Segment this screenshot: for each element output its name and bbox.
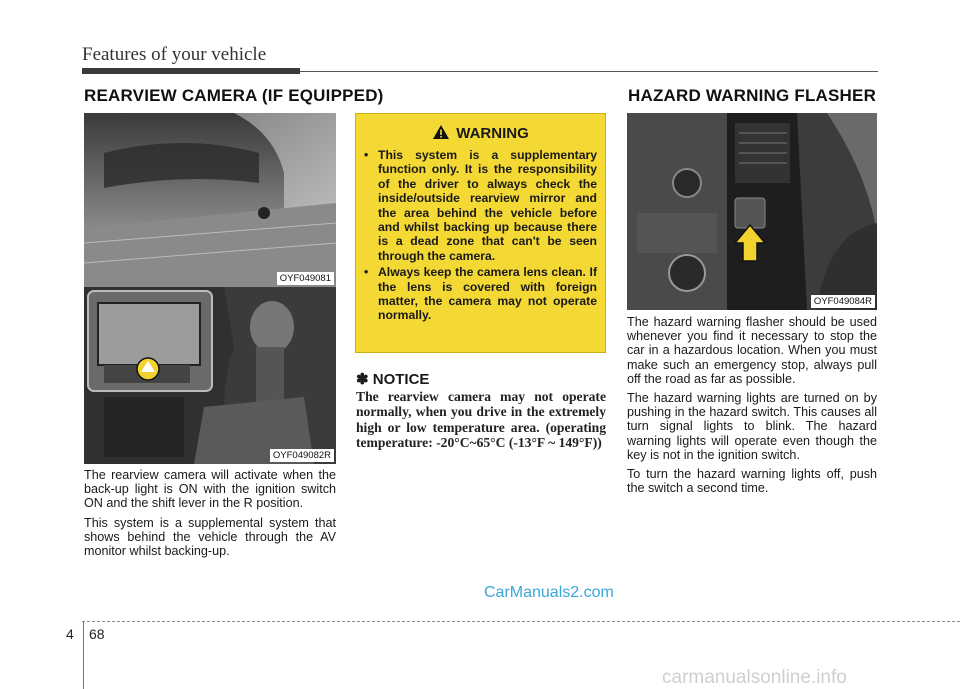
monitor-shifter-illustration <box>84 287 336 464</box>
warning-title: WARNING <box>456 125 529 142</box>
header-rule <box>300 71 878 72</box>
paragraph: To turn the hazard warning lights off, push the switch a second time. <box>627 467 877 496</box>
hazard-flasher-description <box>627 315 877 500</box>
warning-heading <box>356 124 605 144</box>
warning-list <box>364 148 597 325</box>
image-code-label: OYF049084R <box>811 295 875 308</box>
notice-heading: ✽ NOTICE <box>356 371 430 388</box>
header-bar <box>82 68 300 74</box>
bullet: • <box>364 148 369 162</box>
warning-box <box>355 113 606 353</box>
warning-item-text: This system is a supplementary function only. It is the responsibility of the driver to always check the inside/outside rearview mirror and the area behind the vehicle before and whilst backing up because there is a dead zone that can't be seen through the camera. <box>378 148 597 263</box>
bullet: • <box>364 265 369 280</box>
paragraph: The hazard warning lights are turned on by pushing in the hazard switch. This causes all turn signal lights to blink. The hazard warning lights will operate even though the key is not in the ignition switch. <box>627 391 877 462</box>
warning-item <box>364 148 597 263</box>
page-number: 68 <box>89 626 105 642</box>
paragraph: The hazard warning flasher should be used whenever you find it necessary to stop the car in a hazardous location. When you must make such an emergency stop, always pull off the road as far as possible. <box>627 315 877 386</box>
rearview-camera-description <box>84 468 336 563</box>
chapter-number: 4 <box>66 626 74 642</box>
footer-rule <box>82 621 960 622</box>
image-code-label: OYF049081 <box>277 272 334 285</box>
carmanuals-watermark-link[interactable]: CarManuals2.com <box>484 584 614 601</box>
page-number-divider <box>83 621 84 689</box>
rear-camera-photo <box>84 113 336 287</box>
rearview-camera-title: REARVIEW CAMERA (IF EQUIPPED) <box>84 86 384 105</box>
car-rear-illustration <box>84 113 336 287</box>
chapter-header-title: Features of your vehicle <box>82 44 267 65</box>
warning-item-text: Always keep the camera lens clean. If the lens is covered with foreign matter, the camera may not operate normally. <box>378 265 597 323</box>
av-monitor-photo <box>84 287 336 464</box>
warning-triangle-icon <box>432 124 450 144</box>
image-code-label: OYF049082R <box>270 449 334 462</box>
hazard-flasher-title: HAZARD WARNING FLASHER <box>628 86 877 105</box>
paragraph: This system is a supplemental system that shows behind the vehicle through the AV monitor whilst backing-up. <box>84 515 336 559</box>
site-watermark: carmanualsonline.info <box>662 667 847 688</box>
dashboard-illustration <box>627 113 877 310</box>
paragraph: The rearview camera will activate when the back-up light is ON with the ignition switch ON and the shift lever in the R position. <box>84 468 336 511</box>
hazard-switch-photo <box>627 113 877 310</box>
warning-item <box>364 265 597 323</box>
notice-text: The rearview camera may not operate normally, when you drive in the extremely high or low temperature area. (operating temperature: -20°C~65°C (-13°F ~ 149°F)) <box>356 389 606 451</box>
